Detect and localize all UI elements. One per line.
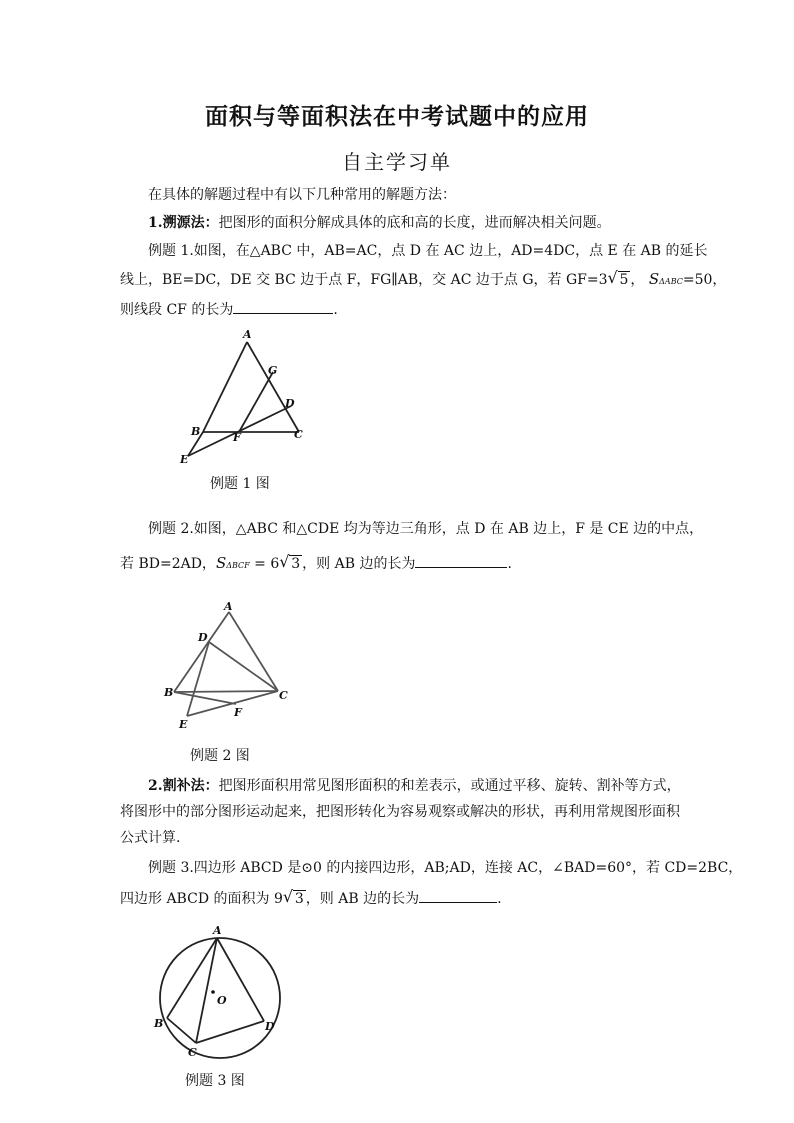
example2-area-subscript: ΔBCF xyxy=(226,561,250,570)
example1-label-E: E xyxy=(180,453,189,466)
example1-line3 xyxy=(120,299,338,320)
example2-line1: 例题 2.如图，△ABC 和△CDE 均为等边三角形，点 D 在 AB 边上，F 是 CE 边的中点， xyxy=(148,521,704,537)
example3-caption: 例题 3 图 xyxy=(185,1073,245,1089)
example1-line2 xyxy=(120,269,726,292)
example3-line2 xyxy=(120,888,502,909)
example1-line1: 例题 1.如图，在△ABC 中，AB=AC，点 D 在 AC 边上，AD=4DC，点 E 在 AB 的延长 xyxy=(148,243,708,259)
example1-label-G: G xyxy=(268,364,278,377)
example2-question: ，则 AB 边的长为 xyxy=(302,556,416,572)
example1-area-value: =50， xyxy=(682,272,727,288)
example1-sqrt-value: 5 xyxy=(619,272,629,288)
example1-period: . xyxy=(333,302,338,318)
example1-caption: 例题 1 图 xyxy=(210,476,270,492)
example2-label-F: F xyxy=(234,706,242,719)
answer-blank-2[interactable] xyxy=(415,553,507,568)
method1-heading: 1.溯源法： xyxy=(148,215,219,231)
method2-line1: 把图形面积用常见图形面积的和差表示，或通过平移、旋转、割补等方式， xyxy=(218,778,681,794)
example2-area-eq: = 6 xyxy=(254,556,280,572)
example3-text: 四边形 ABCD 的面积为 9 xyxy=(120,891,283,907)
example1-label-C: C xyxy=(294,428,303,441)
method2-line3: 公式计算. xyxy=(120,830,181,846)
example1-figure xyxy=(175,326,315,466)
page-title: 面积与等面积法在中考试题中的应用 xyxy=(205,103,589,130)
example2-line2 xyxy=(120,553,512,576)
example3-sqrt: √ 3 xyxy=(282,887,304,907)
example3-label-D: D xyxy=(265,1020,275,1033)
example3-line1: 例题 3.四边形 ABCD 是⊙0 的内接四边形，AB;AD，连接 AC，∠BAD=60°，若 CD=2BC， xyxy=(148,860,743,876)
example2-text: 若 BD=2AD， xyxy=(120,556,216,572)
example2-sqrt-value: 3 xyxy=(291,556,301,572)
example3-sqrt-value: 3 xyxy=(294,891,304,907)
example1-label-B: B xyxy=(191,425,201,438)
example1-label-A: A xyxy=(243,328,252,341)
example3-period: . xyxy=(497,891,502,907)
example2-label-E: E xyxy=(179,718,188,731)
example3-label-A: A xyxy=(213,924,222,937)
example3-label-B: B xyxy=(154,1017,164,1030)
example3-label-C: C xyxy=(188,1046,197,1059)
example2-label-D: D xyxy=(198,631,208,644)
example2-period: . xyxy=(507,556,512,572)
intro-text: 在具体的解题过程中有以下几种常用的解题方法： xyxy=(148,187,456,203)
method1-paragraph xyxy=(148,213,611,233)
example2-label-B: B xyxy=(164,686,174,699)
example1-area-subscript: ΔABC xyxy=(659,277,683,286)
method2-paragraph-line1 xyxy=(148,776,681,796)
answer-blank-1[interactable] xyxy=(233,299,333,314)
example1-comma: ， xyxy=(630,272,645,288)
page-subtitle: 自主学习单 xyxy=(342,150,452,174)
method1-text: 把图形的面积分解成具体的底和高的长度，进而解决相关问题。 xyxy=(218,215,611,231)
example3-question: ，则 AB 边的长为 xyxy=(305,891,420,907)
answer-blank-3[interactable] xyxy=(419,888,497,903)
example2-label-A: A xyxy=(224,600,233,613)
example2-figure xyxy=(160,598,300,736)
example3-label-O: O xyxy=(217,994,227,1007)
example1-label-D: D xyxy=(285,397,295,410)
example2-sqrt: √ 3 xyxy=(279,552,301,572)
example3-figure xyxy=(150,922,290,1062)
method2-line2: 将图形中的部分图形运动起来，把图形转化为容易观察或解决的形状，再利用常规图形面积 xyxy=(120,804,680,820)
example1-area-symbol: S xyxy=(648,270,660,288)
circle-center-dot xyxy=(211,990,215,994)
example1-line2-text: 线上，BE=DC，DE 交 BC 边于点 F，FG∥AB，交 AC 边于点 G，若 GF=3 xyxy=(120,272,608,288)
method2-heading: 2.割补法： xyxy=(148,778,219,794)
example1-sqrt: √ 5 xyxy=(607,268,629,288)
example2-area-symbol: S xyxy=(215,554,227,572)
example1-label-F: F xyxy=(233,431,241,444)
example2-label-C: C xyxy=(279,689,288,702)
example1-question: 则线段 CF 的长为 xyxy=(120,302,234,318)
example2-caption: 例题 2 图 xyxy=(190,748,250,764)
